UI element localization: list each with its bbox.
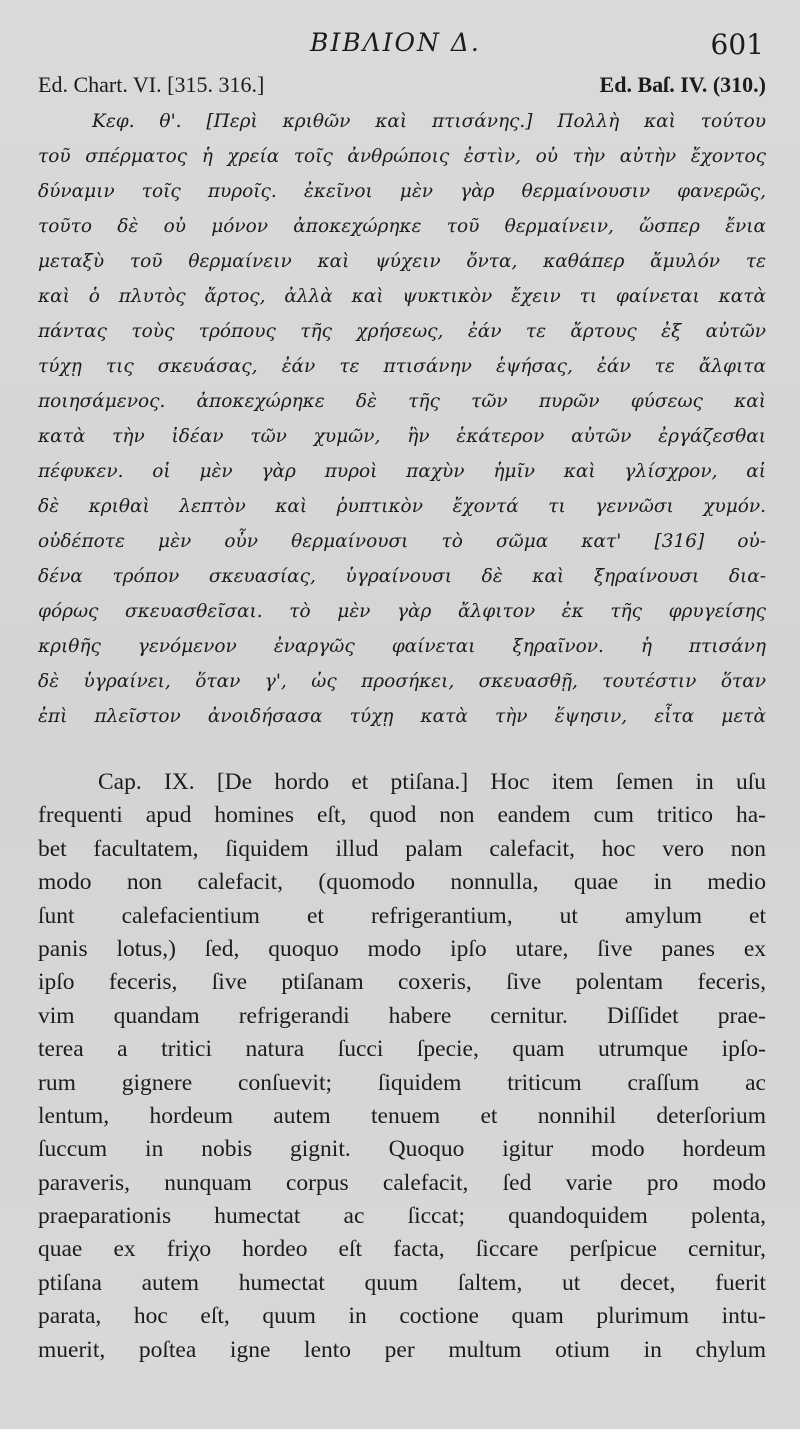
greek-line: τύχῃ τις σκευάσας, ἐάν τε πτισάνην ἑψήσας, ἐάν τε ἄλφιτα [38,356,766,377]
greek-line: δύναμιν τοῖς πυροῖς. ἐκεῖνοι μὲν γὰρ θερμαίνουσιν φανερῶς, [38,181,766,202]
latin-line: rum gignere conſuevit; ſiquidem triticum craſſum ac [38,1069,766,1096]
latin-line: terea a tritici natura ſucci ſpecie, quam utrumque ipſo- [38,1036,766,1063]
latin-line: Cap. IX. [De hordo et ptiſana.] Hoc item ſemen in uſu [98,769,766,795]
greek-line: τοῦ σπέρματος ἡ χρεία τοῖς ἀνθρώποις ἐστὶν, οὐ τὴν αὐτὴν ἔχοντος [38,146,766,167]
running-title: ΒΙΒΛΙΟΝ Δ. [310,28,481,57]
running-head [0,28,800,68]
latin-line: bet facultatem, ſiquidem illud palam calefacit, hoc vero non [38,835,766,862]
latin-line: ſuccum in nobis gignit. Quoquo igitur modo hordeum [38,1136,766,1163]
latin-line: modo non calefacit, (quomodo nonnulla, quae in medio [38,869,766,896]
greek-text-block [38,104,766,734]
greek-line: πάντας τοὺς τρόπους τῆς χρήσεως, ἐάν τε ἄρτους ἐξ αὐτῶν [38,321,766,342]
edition-reference-line [38,72,766,104]
edition-reference-left: Ed. Chart. VI. [315. 316.] [38,72,265,97]
greek-line: κριθῆς γενόμενον ἐναργῶς φαίνεται ξηραῖνον. ἡ πτισάνη [38,636,766,657]
greek-line: κατὰ τὴν ἰδέαν τῶν χυμῶν, ἣν ἑκάτερον αὐτῶν ἐργάζεσθαι [38,426,766,447]
latin-line: vim quandam refrigerandi habere cernitur. Diſſidet prae- [38,1002,766,1029]
greek-line: μεταξὺ τοῦ θερμαίνειν καὶ ψύχειν ὄντα, καθάπερ ἄμυλόν τε [38,251,766,272]
greek-line: ἐπὶ πλεῖστον ἀνοιδήσασα τύχῃ κατὰ τὴν ἕψησιν, εἶτα μετὰ [38,706,766,727]
greek-line: τοῦτο δὲ οὐ μόνον ἀποκεχώρηκε τοῦ θερμαίνειν, ὥσπερ ἔνια [38,216,766,237]
greek-line: καὶ ὁ πλυτὸς ἄρτος, ἀλλὰ καὶ ψυκτικὸν ἔχειν τι φαίνεται κατὰ [38,286,766,307]
latin-line: muerit, poſtea igne lento per multum otium in chylum [38,1336,766,1363]
latin-line: ipſo feceris, ſive ptiſanam coxeris, ſive polentam feceris, [38,969,766,996]
latin-line: ptiſana autem humectat quum ſaltem, ut decet, fuerit [38,1269,766,1296]
greek-line: πέφυκεν. οἱ μὲν γὰρ πυροὶ παχὺν ἡμῖν καὶ γλίσχρον, αἱ [38,461,766,482]
latin-line: paraveris, nunquam corpus calefacit, ſed varie pro modo [38,1169,766,1196]
latin-line: ſunt calefacientium et refrigerantium, ut amylum et [38,902,766,929]
greek-line: δένα τρόπον σκευασίας, ὑγραίνουσι δὲ καὶ ξηραίνουσι δια- [38,566,766,587]
edition-reference-right: Ed. Baſ. IV. (310.) [599,72,766,97]
greek-line: δὲ κριθαὶ λεπτὸν καὶ ῥυπτικὸν ἔχοντά τι γεννῶσι χυμόν. [38,496,766,517]
latin-line: frequenti apud homines eſt, quod non eandem cum tritico ha- [38,802,766,829]
latin-line: praeparationis humectat ac ſiccat; quandoquidem polenta, [38,1203,766,1230]
greek-line: οὐδέποτε μὲν οὖν θερμαίνουσι τὸ σῶμα κατ' [316] οὐ- [38,531,766,552]
greek-line: ποιησάμενος. ἀποκεχώρηκε δὲ τῆς τῶν πυρῶν φύσεως καὶ [38,391,766,412]
latin-line: panis lotus,) ſed, quoquo modo ipſo utare, ſive panes ex [38,935,766,962]
page-number: 601 [710,28,764,61]
latin-text-block [38,766,766,1367]
greek-line: δὲ ὑγραίνει, ὅταν γ', ὡς προσήκει, σκευασθῇ, τουτέστιν ὅταν [38,671,766,692]
latin-line: parata, hoc eſt, quum in coctione quam plurimum intu- [38,1303,766,1330]
greek-line: Κεφ. θ'. [Περὶ κριθῶν καὶ πτισάνης.] Πολλὴ καὶ τούτου [92,111,766,132]
greek-line: φόρως σκευασθεῖσαι. τὸ μὲν γὰρ ἄλφιτον ἐκ τῆς φρυγείσης [38,601,766,622]
latin-line: quae ex friχo hordeo eſt facta, ſiccare perſpicue cernitur, [38,1236,766,1263]
latin-line: lentum, hordeum autem tenuem et nonnihil deterſorium [38,1102,766,1129]
